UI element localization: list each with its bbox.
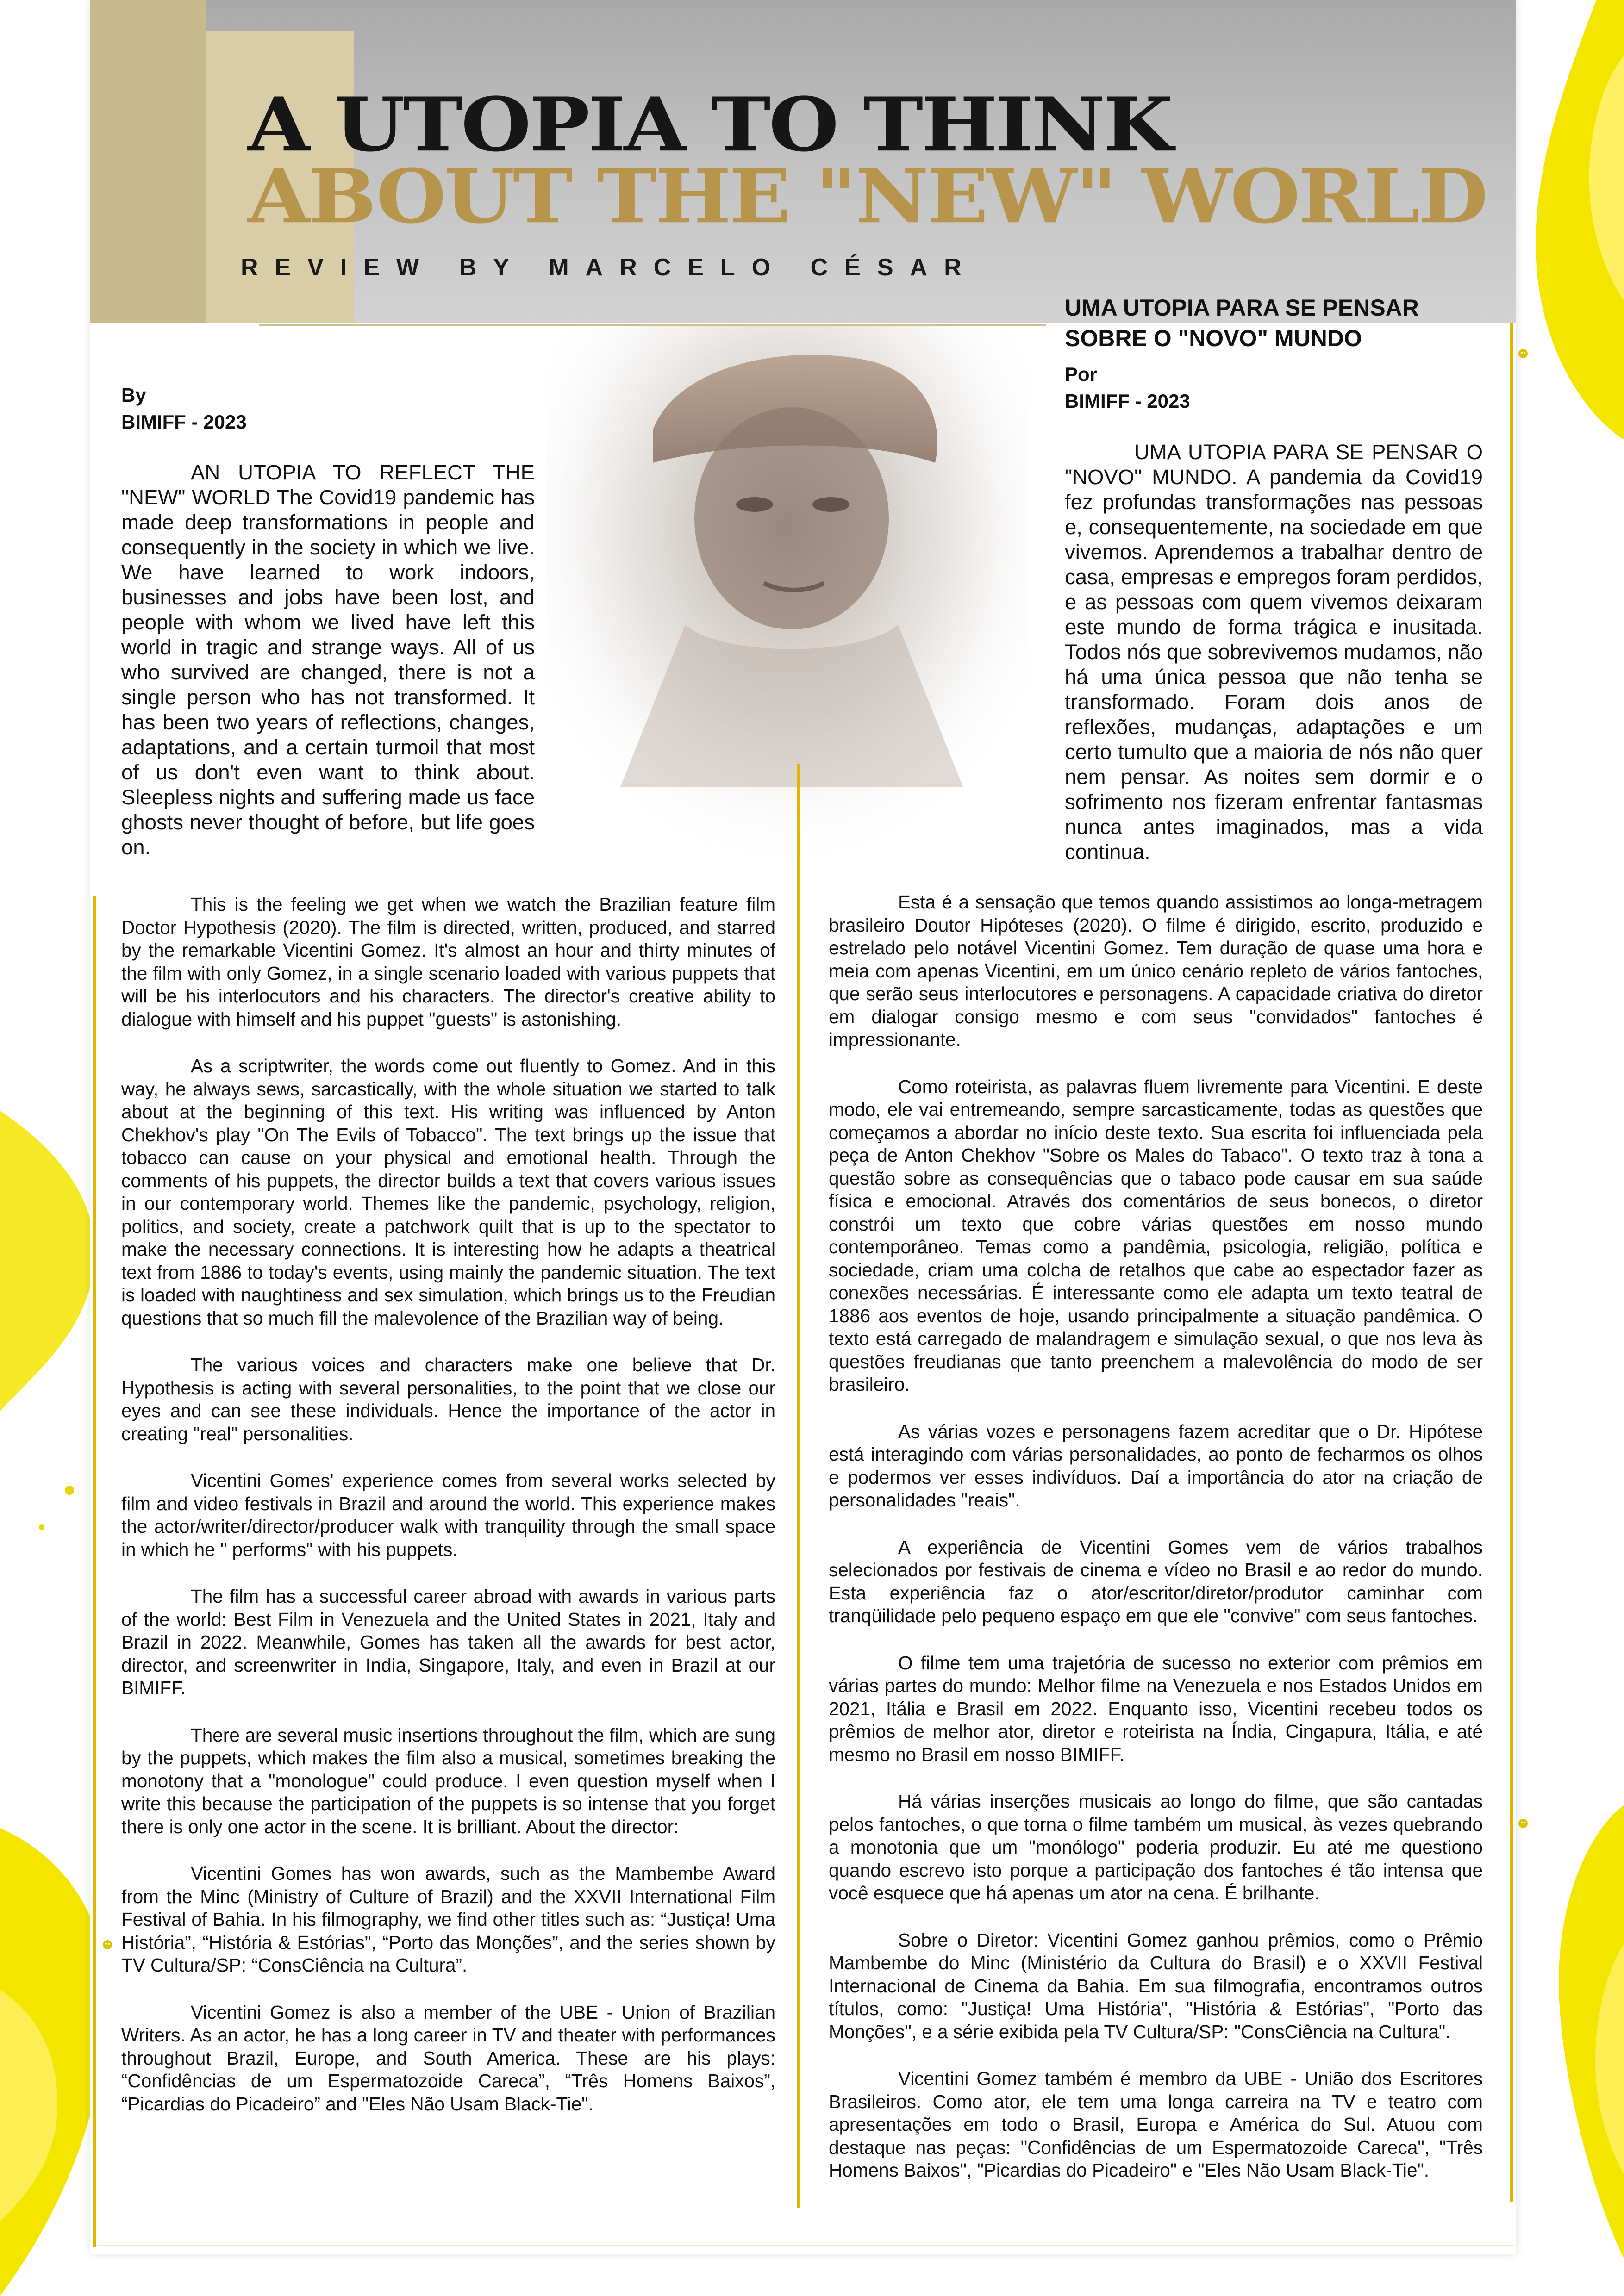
english-paragraph: Vicentini Gomez is also a member of the UBE - Union of Brazilian Writers. As an actor, he has a long career in TV and theater with performances throughout Brazil, Europe, and South America. These are his plays: “Confidências de um Espermatozoide Careca”, “Três Homens Baixos”, “Picardias do Picadeiro” and "Eles Não Usam Black-Tie".	[121, 2001, 775, 2115]
center-yellow-rule	[797, 764, 800, 2208]
portuguese-paragraph: Há várias inserções musicais ao longo do filme, que são cantadas pelos fantoches, o que torna o filme também um musical, às vezes quebrando a monotonia que um "monólogo" poderia produzir. Eu até me questiono quando escrevo isto porque a participação dos fantoches é tão intensa que você esquece que há apenas um ator na cena. É brilhante.	[829, 1791, 1483, 1904]
decorative-dot-icon	[1518, 1818, 1529, 1829]
article-title-line1: A UTOPIA TO THINK	[248, 81, 1172, 168]
portuguese-heading-line2: SOBRE O "NOVO" MUNDO	[1065, 325, 1362, 351]
article-title-line2: ABOUT THE "NEW" WORLD	[248, 153, 1487, 240]
actor-portrait-image	[546, 324, 1028, 902]
left-yellow-rule	[93, 896, 96, 2247]
portuguese-paragraph: O filme tem uma trajetória de sucesso no exterior com prêmios em várias partes do mundo: Melhor filme na Venezuela e nos Estados Unidos em 2021, Itália e Brasil em 2022. Enquanto isso, Vicentini recebeu todos os prêmios de melhor ator, diretor e roteirista na Índia, Cingapura, Itália, e até mesmo no Brasil em nosso BIMIFF.	[829, 1652, 1483, 1765]
portuguese-paragraph: Vicentini Gomez também é membro da UBE - União dos Escritores Brasileiros. Como ator, ele tem uma longa carreira na TV e teatro com apresentações em todo o Brasil, Europa e América do Sul. Atuou com destaque nas peças: "Confidências de um Espermatozoide Careca", "Três Homens Baixos", "Picardias do Picadeiro" e "Eles Não Usam Black-Tie".	[829, 2068, 1483, 2181]
portuguese-heading-line1: UMA UTOPIA PARA SE PENSAR	[1065, 295, 1419, 321]
english-paragraph: The film has a successful career abroad with awards in various parts of the world: Best Film in Venezuela and the United States in 2021, Italy and Brazil in 2022. Meanwhile, Gomes has taken all the awards for best actor, director, and screenwriter in India, Singapore, Italy, and even in Brazil at our BIMIFF.	[121, 1586, 775, 1699]
portuguese-byline	[1065, 361, 1296, 415]
portuguese-by-source: BIMIFF - 2023	[1065, 390, 1190, 412]
english-paragraph: Vicentini Gomes has won awards, such as the Mambembe Award from the Minc (Ministry of Culture of Brazil) and the XXVII International Film Festival of Bahia. In his filmography, we find other titles such as: “Justiça! Uma História”, “História & Estórias”, “Porto das Monções”, and the series shown by TV Cultura/SP: “ConsCiência na Cultura”.	[121, 1863, 775, 1976]
english-body-column	[121, 893, 775, 2140]
english-lead-paragraph: AN UTOPIA TO REFLECT THE "NEW" WORLD The Covid19 pandemic has made deep transformations in people and consequently in the society in which we live. We have learned to work indoors, businesses and jobs have been lost, and people with whom we lived have left this world in tragic and strange ways. All of us who survived are changed, there is not a single person who has not transformed. It has been two years of reflections, changes, adaptations, and a certain turmoil that most of us don't even want to think about. Sleepless nights and suffering made us face ghosts never thought of before, but life goes on.	[121, 460, 535, 859]
portuguese-by-label: Por	[1065, 363, 1098, 385]
english-paragraph: There are several music insertions throughout the film, which are sung by the puppets, which makes the film also a musical, sometimes breaking the monotony that a "monologue" could produce. I even question myself when I write this because the participation of the puppets is so intense that you forget there is only one actor in the scene. It is brilliant. About the director:	[121, 1724, 775, 1837]
portuguese-heading	[1065, 292, 1528, 354]
english-paragraph: The various voices and characters make one believe that Dr. Hypothesis is acting with several personalities, to the point that we close our eyes and can see these individuals. Hence the importance of the actor in creating "real" personalities.	[121, 1354, 775, 1444]
english-lead	[121, 460, 535, 860]
english-byline	[121, 382, 353, 436]
bottom-gold-hairline	[97, 2245, 1514, 2246]
portuguese-paragraph: Esta é a sensação que temos quando assistimos ao longa-metragem brasileiro Doutor Hipóteses (2020). O filme é dirigido, escrito, produzido e estrelado pelo notável Vicentini Gomez. Tem duração de quase uma hora e meia com apenas Vicentini, em um único cenário repleto de vários fantoches, que serão seus interlocutores e personagens. A capacidade criativa do diretor em dialogar consigo mesmo e com seus "convidados" fantoches é impressionante.	[829, 891, 1483, 1050]
right-yellow-rule	[1510, 323, 1513, 2202]
english-by-source: BIMIFF - 2023	[121, 411, 247, 433]
english-paragraph: Vicentini Gomes' experience comes from several works selected by film and video festivals in Brazil and around the world. This experience makes the actor/writer/director/producer walk with tranquility through the small space in which he " performs" with his puppets.	[121, 1470, 775, 1560]
portuguese-lead-paragraph: UMA UTOPIA PARA SE PENSAR O "NOVO" MUNDO. A pandemia da Covid19 fez profundas transformações nas pessoas e, consequentemente, na sociedade em que vivemos. Aprendemos a trabalhar dentro de casa, empresas e empregos foram perdidos, e as pessoas com quem vivemos deixaram este mundo de forma trágica e inusitada. Todos nós que sobrevivemos mudamos, não há uma única pessoa que não tenha se transformado. Foram dois anos de reflexões, mudanças, adaptações e um certo tumulto que a maioria de nós não quer nem pensar. As noites sem dormir e o sofrimento nos fizeram enfrentar fantasmas nunca antes imaginados, mas a vida continua.	[1065, 440, 1483, 864]
decorative-dot-icon	[102, 1939, 113, 1950]
english-paragraph: This is the feeling we get when we watch the Brazilian feature film Doctor Hypothesis (2020). The film is directed, written, produced, and starred by the remarkable Vicentini Gomez. It's almost an hour and thirty minutes of the film with only Gomez, in a single scenario loaded with various puppets that will be his interlocutors and his characters. The director's creative ability to dialogue with himself and his puppet "guests" is astonishing.	[121, 894, 775, 1030]
english-paragraph: As a scriptwriter, the words come out fluently to Gomez. And in this way, he always sews, sarcastically, with the whole situation we started to talk about at the beginning of this text. His writing was influenced by Anton Chekhov's play "On The Evils of Tobacco". The text brings up the issue that tobacco can cause on your physical and emotional health. Through the comments of his puppets, the director builds a text that covers various issues in our contemporary world. Themes like the pandemic, psychology, religion, politics, and society, create a patchwork quilt that is up to the spectator to make the necessary connections. It is interesting how he adapts a theatrical text from 1886 to today's events, using mainly the pandemic situation. The text is loaded with naughtiness and sex simulation, which brings us to the Freudian questions that so much fill the malevolence of the Brazilian way of being.	[121, 1055, 775, 1329]
portuguese-lead	[1065, 440, 1483, 865]
portuguese-paragraph: As várias vozes e personagens fazem acreditar que o Dr. Hipótese está interagindo com várias personalidades, ao ponto de fecharmos os olhos e podermos ver esses indivíduos. Daí a importância do ator na criação de personalidades "reais".	[829, 1420, 1483, 1511]
portuguese-body-column	[829, 891, 1483, 2206]
top-gold-hairline	[259, 324, 1046, 326]
review-byline: REVIEW BY MARCELO CÉSAR	[241, 254, 978, 281]
portuguese-paragraph: Como roteirista, as palavras fluem livremente para Vicentini. E deste modo, ele vai entremeando, sempre sarcasticamente, todas as questões que começamos a abordar no início deste texto. Sua escrita foi influenciada pela peça de Anton Chekhov "Sobre os Males do Tabaco". O texto traz à tona a questão sobre as consequências que o tabaco pode causar em sua saúde física e emocional. Através dos comentários de seus bonecos, o diretor constrói um texto que cobre várias questões em nosso mundo contemporâneo. Temas como a pandêmia, psicologia, religião, política e sociedade, criam uma colcha de retalhos que cabe ao espectador fazer as conexões necessárias. É interessante como ele adapta um texto teatral de 1886 aos eventos de hoje, usando principalmente a situação pandêmica. O texto está carregado de malandragem e simulação sexual, o que nos leva às questões freudianas que tanto preenchem a malevolência do modo de ser brasileiro.	[829, 1076, 1483, 1395]
decorative-dot-icon	[1518, 348, 1529, 359]
english-by-label: By	[121, 384, 146, 406]
portuguese-paragraph: Sobre o Diretor: Vicentini Gomez ganhou prêmios, como o Prêmio Mambembe do Minc (Ministério da Cultura do Brasil) e o XXVII Festival Internacional de Cinema da Bahia. Em sua filmografia, encontramos outros títulos, como: "Justiça! Uma História", "História & Estórias", "Porto das Monções", e a série exibida pela TV Cultura/SP: "ConsCiência na Cultura".	[829, 1929, 1483, 2042]
portuguese-paragraph: A experiência de Vicentini Gomes vem de vários trabalhos selecionados por festivais de cinema e vídeo no Brasil e ao redor do mundo. Esta experiência faz o ator/escritor/diretor/produtor caminhar com tranqüilidade pelo pequeno espaço em que ele "convive" com seus fantoches.	[829, 1536, 1483, 1626]
